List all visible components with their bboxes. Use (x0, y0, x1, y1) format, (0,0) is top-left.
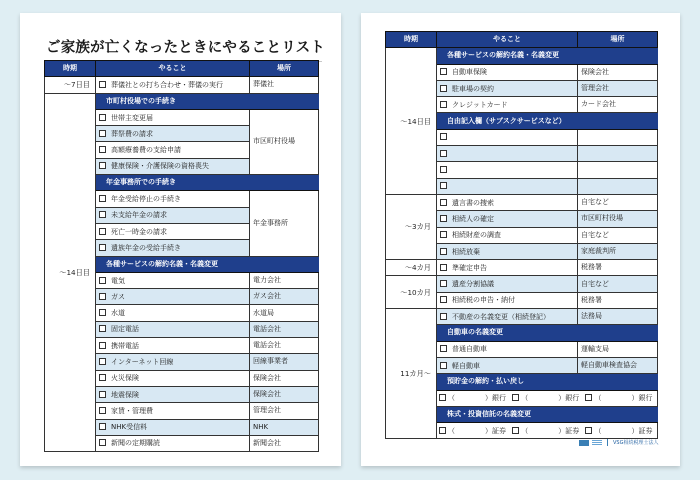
place-cell: 回線事業者 (250, 354, 319, 370)
place-cell: 保険会社 (250, 370, 319, 386)
brand-name: VSG相続税理士法人 (613, 440, 659, 446)
checkbox[interactable] (440, 215, 447, 222)
free-entry-task[interactable] (437, 178, 578, 194)
place-cell: 自宅など (578, 194, 658, 210)
task-item[interactable]: 不動産の名義変更（相続登記） (437, 309, 578, 325)
section-header: 各種サービスの解約名義・名義変更 (96, 256, 319, 272)
place-cell: 税務署 (578, 260, 658, 276)
checkbox[interactable] (99, 211, 106, 218)
checkbox[interactable] (99, 407, 106, 414)
period-cell: ～14日目 (45, 93, 96, 452)
checkbox[interactable] (440, 166, 447, 173)
place-cell: 管理会社 (250, 403, 319, 419)
header-row (45, 61, 319, 77)
task-item[interactable]: 駐車場の契約 (437, 80, 578, 96)
free-entry-place[interactable] (578, 129, 658, 145)
place-cell: 年金事務所 (250, 191, 319, 256)
task-item[interactable]: クレジットカード (437, 97, 578, 113)
divider (607, 439, 608, 446)
header-place: 場所 (578, 32, 658, 48)
free-entry-place[interactable] (578, 178, 658, 194)
place-cell: 法務局 (578, 309, 658, 325)
task-item[interactable]: 自動車保険 (437, 64, 578, 80)
checkbox[interactable] (99, 439, 106, 446)
task-item[interactable]: 死亡一時金の請求 (96, 223, 250, 239)
checkbox[interactable] (99, 130, 106, 137)
table-row (386, 276, 658, 292)
checkbox[interactable] (440, 313, 447, 320)
task-item[interactable]: 地震保険 (96, 386, 250, 402)
section-header: 自由記入欄（サブスクサービスなど） (437, 113, 658, 129)
task-item[interactable]: インターネット回線 (96, 354, 250, 370)
checkbox[interactable] (99, 81, 106, 88)
header-task: やること (96, 61, 250, 77)
period-cell: ～3カ月 (386, 194, 437, 259)
checkbox[interactable] (99, 309, 106, 316)
checkbox[interactable] (99, 277, 106, 284)
place-cell: カード会社 (578, 97, 658, 113)
logo-mark-icon (579, 440, 589, 446)
checkbox[interactable] (440, 199, 447, 206)
section-header: 市町村役場での手続き (96, 93, 319, 109)
task-item[interactable]: 相続税の申告・納付 (437, 292, 578, 308)
checkbox[interactable] (585, 394, 592, 401)
task-item[interactable]: 遺族年金の受給手続き (96, 240, 250, 256)
checklist-page-2 (361, 13, 680, 466)
page-title: ご家族が亡くなったときにやることリスト (46, 36, 322, 62)
checkbox[interactable] (512, 394, 519, 401)
section-row (386, 48, 658, 64)
checkbox[interactable] (99, 358, 106, 365)
checkbox[interactable] (585, 427, 592, 434)
checklist-table-1 (44, 60, 319, 452)
logo-lines-icon (592, 440, 602, 446)
header-period: 時期 (386, 32, 437, 48)
checkbox[interactable] (99, 228, 106, 235)
task-item[interactable]: 家賃・管理費 (96, 403, 250, 419)
checkbox[interactable] (99, 195, 106, 202)
free-entry-place[interactable] (578, 146, 658, 162)
task-item[interactable]: 健康保険・介護保険の資格喪失 (96, 158, 250, 174)
task-item[interactable]: ガス (96, 289, 250, 305)
task-item[interactable]: 年金受給停止の手続き (96, 191, 250, 207)
task-item[interactable]: 普通自動車 (437, 341, 578, 357)
task-item[interactable]: 火災保険 (96, 370, 250, 386)
task-item[interactable]: 軽自動車 (437, 357, 578, 373)
section-header: 株式・投資信託の名義変更 (437, 406, 658, 422)
place-cell: 管理会社 (578, 80, 658, 96)
checkbox[interactable] (99, 374, 106, 381)
free-entry-task[interactable] (437, 129, 578, 145)
place-cell: 自宅など (578, 276, 658, 292)
checkbox[interactable] (99, 114, 106, 121)
place-cell: 自宅など (578, 227, 658, 243)
task-item[interactable]: 準確定申告 (437, 260, 578, 276)
place-cell: 市区町村役場 (578, 211, 658, 227)
checkbox[interactable] (99, 391, 106, 398)
checkbox[interactable] (440, 296, 447, 303)
task-item[interactable]: 相続放棄 (437, 243, 578, 259)
checkbox[interactable] (99, 146, 106, 153)
checkbox[interactable] (440, 248, 447, 255)
period-cell: ～4カ月 (386, 260, 437, 276)
task-item[interactable]: 電気 (96, 272, 250, 288)
free-entry-task[interactable] (437, 162, 578, 178)
checkbox[interactable] (99, 293, 106, 300)
place-cell: 電話会社 (250, 338, 319, 354)
stock-entries: （ ）証券 （ ）証券 （ ）証券 (437, 423, 658, 439)
task-item[interactable]: 固定電話 (96, 321, 250, 337)
place-cell: 運輸支局 (578, 341, 658, 357)
task-item[interactable]: 遺言書の捜索 (437, 194, 578, 210)
place-cell: 家庭裁判所 (578, 243, 658, 259)
checkbox[interactable] (440, 133, 447, 140)
bank-entries: （ ）銀行 （ ）銀行 （ ）銀行 (437, 390, 658, 406)
task-item[interactable]: 未支給年金の請求 (96, 207, 250, 223)
period-cell: ～7日目 (45, 77, 96, 93)
table-row (386, 309, 658, 325)
period-cell: ～10カ月 (386, 276, 437, 309)
section-header: 自動車の名義変更 (437, 325, 658, 341)
task-item[interactable]: 葬儀社との打ち合わせ・葬儀の実行 (96, 77, 250, 93)
checkbox[interactable] (439, 394, 446, 401)
checkbox[interactable] (99, 423, 106, 430)
place-cell: 水道局 (250, 305, 319, 321)
task-item[interactable]: 葬祭費の請求 (96, 126, 250, 142)
place-cell: 電力会社 (250, 272, 319, 288)
header-period: 時期 (45, 61, 96, 77)
place-cell: 市区町村役場 (250, 109, 319, 174)
table-row (386, 260, 658, 276)
free-entry-task[interactable] (437, 146, 578, 162)
free-entry-place[interactable] (578, 162, 658, 178)
place-cell: 保険会社 (250, 386, 319, 402)
task-item[interactable]: NHK受信料 (96, 419, 250, 435)
table-row (45, 77, 319, 93)
task-item[interactable]: 高額療養費の支給申請 (96, 142, 250, 158)
checkbox[interactable] (440, 280, 447, 287)
place-cell: 葬儀社 (250, 77, 319, 93)
task-item[interactable]: 遺産分割協議 (437, 276, 578, 292)
checkbox[interactable] (440, 264, 447, 271)
place-cell: ガス会社 (250, 289, 319, 305)
table-row (386, 194, 658, 210)
checklist-table-2 (385, 31, 658, 439)
place-cell: 税務署 (578, 292, 658, 308)
checkbox[interactable] (440, 231, 447, 238)
section-header: 年金事務所での手続き (96, 175, 319, 191)
header-row (386, 32, 658, 48)
task-item[interactable]: 相続人の確定 (437, 211, 578, 227)
task-item[interactable]: 新聞の定期購読 (96, 435, 250, 451)
task-item[interactable]: 携帯電話 (96, 338, 250, 354)
place-cell: 軽自動車検査協会 (578, 357, 658, 373)
checkbox[interactable] (440, 101, 447, 108)
section-header: 預貯金の解約・払い戻し (437, 374, 658, 390)
section-header: 各種サービスの解約名義・名義変更 (437, 48, 658, 64)
checkbox[interactable] (440, 345, 447, 352)
place-cell: 新聞会社 (250, 435, 319, 451)
footer-logo (579, 439, 658, 446)
checkbox[interactable] (440, 182, 447, 189)
period-cell: 11カ月～ (386, 309, 437, 439)
checkbox[interactable] (440, 150, 447, 157)
task-item[interactable]: 水道 (96, 305, 250, 321)
task-item[interactable]: 相続財産の調査 (437, 227, 578, 243)
checkbox[interactable] (512, 427, 519, 434)
checkbox[interactable] (99, 342, 106, 349)
checkbox[interactable] (99, 244, 106, 251)
checkbox[interactable] (99, 325, 106, 332)
checkbox[interactable] (99, 162, 106, 169)
place-cell: NHK (250, 419, 319, 435)
place-cell: 保険会社 (578, 64, 658, 80)
header-task: やること (437, 32, 578, 48)
checkbox[interactable] (439, 427, 446, 434)
period-cell: ～14日目 (386, 48, 437, 195)
place-cell: 電話会社 (250, 321, 319, 337)
header-place: 場所 (250, 61, 319, 77)
checkbox[interactable] (440, 68, 447, 75)
checklist-page-1 (20, 13, 341, 466)
checkbox[interactable] (440, 362, 447, 369)
section-row (45, 93, 319, 109)
checkbox[interactable] (440, 85, 447, 92)
task-item[interactable]: 世帯主変更届 (96, 109, 250, 125)
